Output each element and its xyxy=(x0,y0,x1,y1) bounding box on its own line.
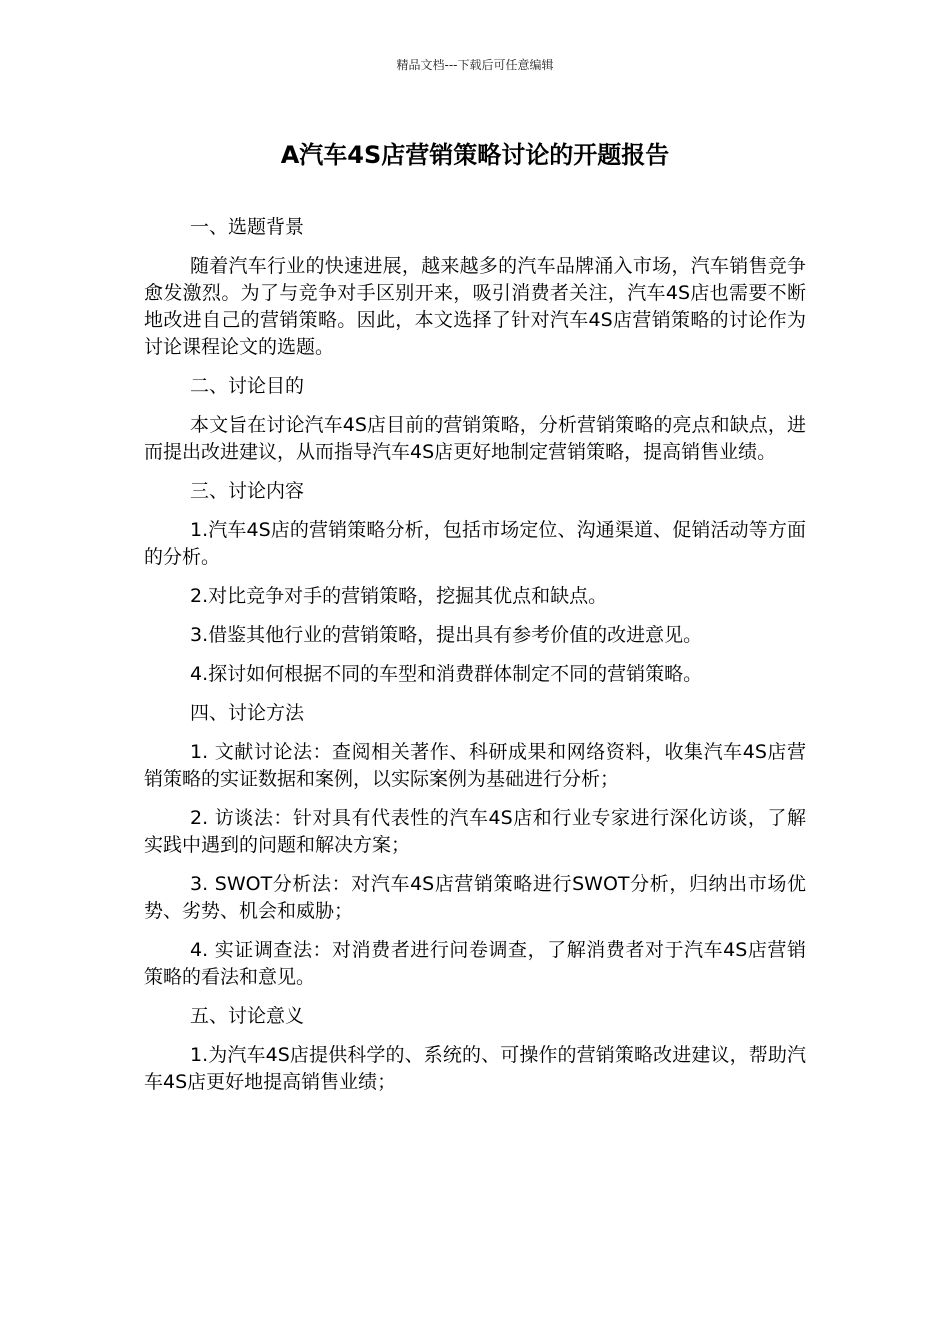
section-heading: 五、讨论意义 xyxy=(190,1005,305,1027)
list-item: 1.汽车4S店的营销策略分析，包括市场定位、沟通渠道、促销活动等方面的分析。 xyxy=(144,519,806,568)
list-item: 4. 实证调查法：对消费者进行问卷调查，了解消费者对于汽车4S店营销策略的看法和意见。 xyxy=(144,939,806,988)
section-heading: 三、讨论内容 xyxy=(190,480,305,502)
section-content xyxy=(144,478,806,688)
list-item: 4.探讨如何根据不同的车型和消费群体制定不同的营销策略。 xyxy=(190,663,703,685)
list-item: 3.借鉴其他行业的营销策略，提出具有参考价值的改进意见。 xyxy=(190,624,703,646)
section-heading: 一、选题背景 xyxy=(190,216,305,238)
list-item: 2. 访谈法：针对具有代表性的汽车4S店和行业专家进行深化访谈，了解实践中遇到的问题和解决方案； xyxy=(144,807,806,856)
paragraph: 本文旨在讨论汽车4S店目前的营销策略，分析营销策略的亮点和缺点，进而提出改进建议，从而指导汽车4S店更好地制定营销策略，提高销售业绩。 xyxy=(144,414,806,463)
section-background xyxy=(144,214,806,361)
header-note: 精品文档---下载后可任意编辑 xyxy=(396,58,554,72)
section-significance xyxy=(144,1003,806,1096)
section-heading: 二、讨论目的 xyxy=(190,375,305,397)
document-title: A汽车4S店营销策略讨论的开题报告 xyxy=(280,141,670,169)
list-item: 2.对比竞争对手的营销策略，挖掘其优点和缺点。 xyxy=(190,585,608,607)
section-methods xyxy=(144,700,806,991)
paragraph: 随着汽车行业的快速进展，越来越多的汽车品牌涌入市场，汽车销售竞争愈发激烈。为了与竞争对手区别开来，吸引消费者关注，汽车4S店也需要不断地改进自己的营销策略。因此，本文选择了针对汽车4S店营销策略的讨论作为讨论课程论文的选题。 xyxy=(144,255,806,358)
document-body xyxy=(144,214,806,1108)
section-heading: 四、讨论方法 xyxy=(190,702,305,724)
section-purpose xyxy=(144,373,806,466)
list-item: 1. 文献讨论法：查阅相关著作、科研成果和网络资料，收集汽车4S店营销策略的实证数据和案例，以实际案例为基础进行分析； xyxy=(144,741,806,790)
list-item: 3. SWOT分析法：对汽车4S店营销策略进行SWOT分析，归纳出市场优势、劣势、机会和威胁； xyxy=(144,873,806,922)
list-item: 1.为汽车4S店提供科学的、系统的、可操作的营销策略改进建议，帮助汽车4S店更好地提高销售业绩； xyxy=(144,1044,806,1093)
